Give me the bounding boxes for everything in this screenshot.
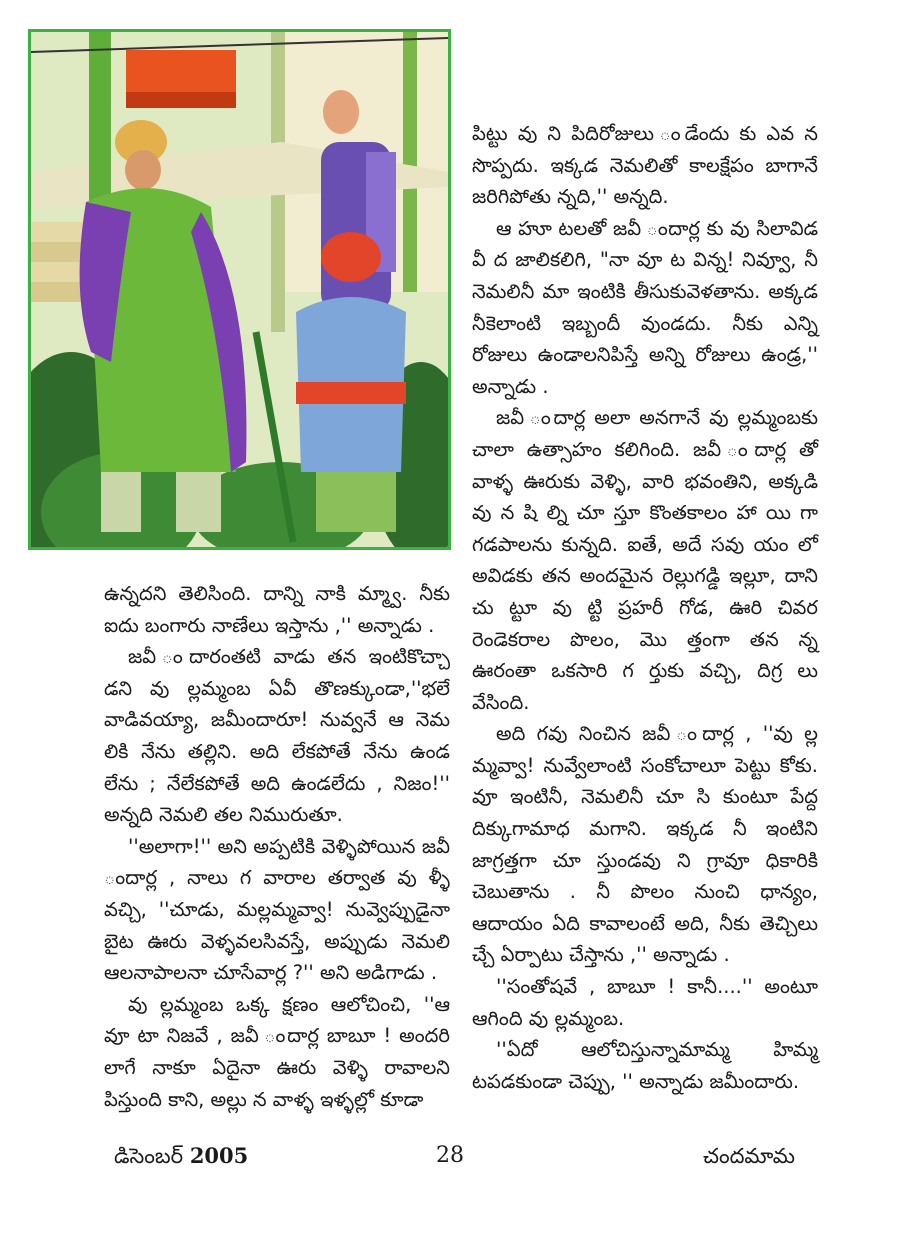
paragraph: ఉన్నదని తెలిసింది. దాన్ని నాకి మ్మ్వా. నీకు ఐదు బంగారు నాణేలు ఇస్తాను ,'' అన్నాడు .	[104, 582, 450, 637]
paragraph: అది గవు నించిన జవీ ందార్ల , ''వు ల్ల మ్మవ్వా! నువ్వేలాంటి సంకోచాలూ పెట్టు కోకు. వూ ఇంటినీ, నెమలినీ చూ సి కుంటూ పేద్ద దిక్కుగామాధ మగాని. ఇక్కడ నీ ఇంటిని జాగ్రత్తగా చూ స్తుండవు ని గ్రావూ ధికారికి చెబుతాను . నీ పొలం నుంచి ధాన్యం, ఆదాయం ఏది కావాలంటే అది, నీకు తెచ్చిలు చ్చే ఏర్పాటు చేస్తాను ,'' అన్నాడు .	[472, 722, 818, 967]
footer-issue-date	[114, 1142, 248, 1170]
paragraph: ''అలాగా!'' అని అప్పటికి వెళ్ళిపోయిన జవీ ందార్ల , నాలు గ వారాల తర్వాత వు ళ్ళీ వచ్చి, ''చూడు, మల్లమ్మవ్వా! నువ్వెప్పుడైనా బైట ఊరు వెళ్ళవలసివస్తే, అప్పుడు నెమలి ఆలనాపాలనా చూసేవార్ల ?'' అని అడిగాడు .	[104, 834, 450, 985]
story-illustration	[28, 29, 451, 550]
paragraph: ''సంతోషవే , బాబూ ! కానీ....'' అంటూ ఆగింది వు ల్లమ్మంబ.	[472, 975, 818, 1030]
paragraph: ''ఏదో ఆలోచిస్తున్నామామ్మ హిమ్మ టపడకుండా చెప్పు, '' అన్నాడు జమీందారు.	[472, 1038, 818, 1093]
paragraph: జవీ ందార్ల అలా అనగానే వు ల్లమ్మంబకు చాలా ఉత్సాహం కలిగింది. జవీ ందార్ల తో వాళ్ళ ఊరుకు వెళ్ళి, వారి భవంతిని, అక్కడి వు న షి ల్ని చూ స్తూ కొంతకాలం హా యి గా గడపాలను కున్నది. ఐతే, అదే సవు యం లో అవిడకు తన అందమైన రెల్లుగడ్డి ఇల్లూ, దాని చు ట్టూ వు ట్టి ప్రహరీ గోడ, ఊరి చివర రెండెకరాల పొలం, మొ త్తంగా తన న్న ఊరంతా ఒకసారి గ ర్తుకు వచ్చి, దిగ్ర లు వేసింది.	[472, 406, 818, 714]
footer-month: డిసెంబర్	[114, 1144, 190, 1168]
left-column-text	[104, 578, 450, 1115]
illustration-artwork	[31, 32, 448, 547]
paragraph: వు ల్లమ్మంబ ఒక్క క్షణం ఆలోచించి, ''ఆ వూ టా నిజవే , జవీ ందార్ల బాబూ ! అందరి లాగే నాకూ ఏదైనా ఊరు వెళ్ళి రావాలని పిస్తుంది కాని, అల్లు న వాళ్ళ ఇళ్ళల్లో కూడా	[104, 992, 450, 1111]
right-column-text	[472, 118, 818, 1097]
magazine-name: చందమామ	[703, 1144, 795, 1168]
page-number: 28	[436, 1143, 464, 1168]
footer-year: 2005	[189, 1143, 249, 1168]
paragraph: ఆ హూ టలతో జవీ ందార్ల కు వు సిలావిడ వీ ద జాలికలిగి, "నా వూ ట విన్న! నివ్వూ, నీ నెమలినీ మా ఇంటికి తీసుకువెళతాను. అక్కడ నీకెలాంటి ఇబ్బందీ వుండదు. నీకు ఎన్ని రోజులు ఉండాలనిపిస్తే అన్ని రోజులు ఉండ్ర,'' అన్నాడు .	[472, 216, 818, 398]
paragraph: పిట్టు వు ని పిదిరోజులు ండేందు కు ఎవ న సొప్పదు. ఇక్కడ నెమలితో కాలక్షేపం బాగానే జరిగిపోతు న్నది,'' అన్నది.	[472, 122, 818, 209]
paragraph: జవీ ందారంతటి వాడు తన ఇంటికొచ్చా డని వు ల్లమ్మంబ ఏవీ తొణక్కుండా,''భలే వాడివయ్యా, జమీందారూ! నువ్వనే ఆ నెమ లికి నేను తల్లిని. అది లేకపోతే నేను ఉండ లేను ; నేలేకపోతే అది ఉండలేదు , నిజం!'' అన్నది నెమలి తల నిమురుతూ.	[104, 645, 450, 827]
